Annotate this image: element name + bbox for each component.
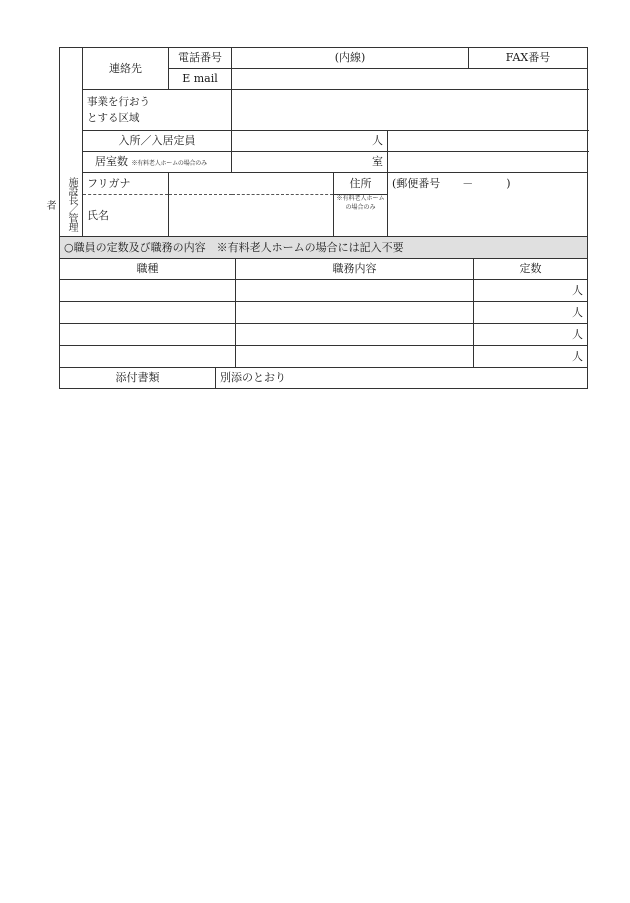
extension-label: (内線)	[232, 48, 469, 69]
name-label: 氏名	[83, 195, 169, 238]
rooms-note: ※有料老人ホームの場合のみ	[131, 160, 207, 168]
facility-info-table	[44, 47, 588, 238]
duties-input[interactable]	[236, 280, 474, 302]
postal-code[interactable]: (郵便番号 － )	[388, 173, 588, 238]
table-row	[60, 324, 588, 346]
rooms-unit: 室	[232, 152, 388, 173]
col-count: 定数	[474, 259, 588, 280]
job-type-input[interactable]	[60, 324, 236, 346]
capacity-extra	[388, 131, 588, 152]
duties-input[interactable]	[236, 324, 474, 346]
phone-label: 電話番号	[169, 48, 232, 69]
attachments-label: 添付書類	[60, 368, 216, 389]
col-job-type: 職種	[60, 259, 236, 280]
address-note: ※有料老人ホームの場合のみ	[334, 195, 388, 238]
furigana-label: フリガナ	[83, 173, 169, 195]
capacity-label: 入所／入居定員	[83, 131, 232, 152]
table-row	[60, 280, 588, 302]
count-unit[interactable]: 人	[474, 280, 588, 302]
rooms-label: 居室数	[95, 155, 128, 169]
business-area-value[interactable]	[232, 90, 588, 131]
count-unit[interactable]: 人	[474, 302, 588, 324]
count-unit[interactable]: 人	[474, 324, 588, 346]
rooms-extra	[388, 152, 588, 173]
attachments-value: 別添のとおり	[216, 368, 588, 389]
contact-label: 連絡先	[83, 48, 169, 90]
email-value[interactable]	[232, 69, 588, 90]
duties-input[interactable]	[236, 302, 474, 324]
attachments-table	[59, 367, 588, 389]
furigana-value[interactable]	[169, 173, 334, 195]
staff-section-heading: ○職員の定数及び職務の内容 ※有料老人ホームの場合には記入不要	[60, 237, 588, 259]
count-unit[interactable]: 人	[474, 346, 588, 368]
business-area-label-line2: とする区域	[87, 112, 140, 124]
fax-label: FAX番号	[469, 48, 588, 69]
business-area-label	[83, 90, 232, 131]
col-duties: 職務内容	[236, 259, 474, 280]
job-type-input[interactable]	[60, 280, 236, 302]
email-label: E mail	[169, 69, 232, 90]
rooms-label-cell	[83, 152, 232, 173]
table-row	[60, 302, 588, 324]
capacity-unit: 人	[232, 131, 388, 152]
job-type-input[interactable]	[60, 302, 236, 324]
address-label: 住所	[334, 173, 388, 195]
table-row	[60, 346, 588, 368]
name-value[interactable]	[169, 195, 334, 238]
job-type-input[interactable]	[60, 346, 236, 368]
duties-input[interactable]	[236, 346, 474, 368]
manager-vertical-label: 施設長／管理者	[44, 177, 77, 231]
business-area-label-line1: 事業を行おう	[87, 95, 150, 108]
staff-table	[59, 236, 588, 368]
